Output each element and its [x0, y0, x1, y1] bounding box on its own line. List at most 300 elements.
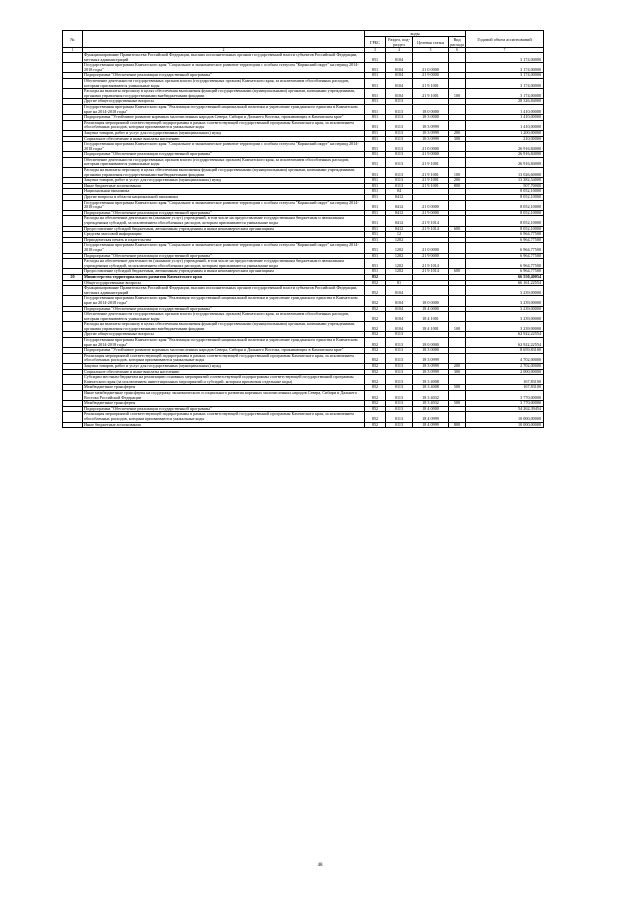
table-row — [63, 391, 544, 401]
row-number — [63, 216, 83, 226]
row-name: Средства массовой информации — [83, 232, 365, 238]
row-name: Национальная экономика — [83, 189, 365, 195]
header-razdel: Раздел, под-раздел — [386, 37, 413, 48]
row-grbs: 852 — [365, 338, 386, 348]
row-grbs: 851 — [365, 216, 386, 226]
row-amount: 3 239,00000 — [466, 286, 544, 296]
table-row — [63, 338, 544, 348]
row-amount: 3 174,00000 — [466, 53, 544, 63]
row-name: Межбюджетные трансферты — [83, 401, 365, 407]
row-name: Предоставление субсидий бюджетным, автономным учреждениям и иным некоммерческим организациям — [83, 269, 365, 275]
row-grbs: 851 — [365, 237, 386, 243]
row-target-article: 18 3 0999 — [413, 136, 449, 142]
row-expense-type: 200 — [449, 178, 466, 184]
row-amount: 8 659,83100 — [466, 348, 544, 354]
row-name: Подпрограмма "Обеспечение реализации государственной программы" — [83, 210, 365, 216]
row-amount: 3 174,00000 — [466, 63, 544, 73]
header-total: Годовой объем ассигнований — [466, 31, 544, 48]
col-number: 4 — [386, 48, 413, 53]
row-grbs: 852 — [365, 401, 386, 407]
row-razdel: 0113 — [386, 136, 413, 142]
row-expense-type: 100 — [449, 168, 466, 178]
row-number — [63, 200, 83, 210]
row-target-article: 21 9 1001 — [413, 183, 449, 189]
row-grbs: 851 — [365, 104, 386, 114]
row-amount: 10 000,00000 — [466, 422, 544, 428]
row-razdel: 0412 — [386, 210, 413, 216]
row-target-article: 18 3 4008 — [413, 375, 449, 385]
row-expense-type: 300 — [449, 136, 466, 142]
row-grbs: 851 — [365, 269, 386, 275]
row-grbs: 851 — [365, 178, 386, 184]
row-name: Реализация мероприятий соответствующей подпрограммы в рамках соответствующей государственной программы Камчатского края, за исключением обособленных расходов, которым присваиваются уникальные коды — [83, 120, 365, 130]
row-name: Государственная программа Камчатского края "Социальное и экономическое развитие территории с особым статусом "Корякский округ" на период 2014-2018 годы" — [83, 200, 365, 210]
row-target-article: 21 9 1014 — [413, 269, 449, 275]
row-razdel: 0412 — [386, 195, 413, 201]
row-amount: 26 916,84000 — [466, 157, 544, 167]
row-razdel: 0113 — [386, 120, 413, 130]
row-razdel: 0113 — [386, 364, 413, 370]
row-number — [63, 422, 83, 428]
row-target-article — [413, 53, 449, 63]
col-number: 3 — [365, 48, 386, 53]
row-grbs: 852 — [365, 286, 386, 296]
row-expense-type: 100 — [449, 89, 466, 99]
row-razdel: 0113 — [386, 178, 413, 184]
row-number — [63, 142, 83, 152]
row-target-article: 21 0 0000 — [413, 200, 449, 210]
row-grbs: 851 — [365, 63, 386, 73]
row-target-article: 21 9 1001 — [413, 168, 449, 178]
row-expense-type — [449, 259, 466, 269]
header-cs: Целевая статья — [413, 37, 449, 48]
row-amount: 1 410,00000 — [466, 115, 544, 121]
row-amount: 62 922,22554 — [466, 332, 544, 338]
row-razdel: 1202 — [386, 237, 413, 243]
row-number — [63, 296, 83, 306]
row-razdel: 1202 — [386, 253, 413, 259]
row-name: Расходы на обеспечение деятельности (оказание услуг) учреждений, в том числе на предоставление государственным бюджетным и автономным учреждениям субсидий, за исключением обособленных расходов, которым присваиваются уникальные коды — [83, 259, 365, 269]
row-amount: 210,00000 — [466, 136, 544, 142]
row-expense-type: 200 — [449, 364, 466, 370]
row-amount: 167,83100 — [466, 375, 544, 385]
row-amount: 26 916,84000 — [466, 142, 544, 152]
row-name: Субсидии местным бюджетам на реализацию основных мероприятий соответствующей подпрограммы соответствующей государственной программы Камчатского края (за исключением инвестиционных мероприятий и субсидий, которым присвоены отдельные коды) — [83, 375, 365, 385]
row-amount: 3 239,00000 — [466, 306, 544, 312]
row-expense-type — [449, 216, 466, 226]
row-amount: 6 964,77500 — [466, 243, 544, 253]
row-amount: 54 262,39454 — [466, 406, 544, 412]
row-number: 20 — [63, 274, 83, 280]
header-num: № — [63, 31, 83, 48]
row-name: Подпрограмма "Обеспечение реализации государственной программы" — [83, 306, 365, 312]
row-amount: 4 702,00000 — [466, 353, 544, 363]
row-amount: 6 964,77500 — [466, 269, 544, 275]
row-name: Другие общегосударственные вопросы — [83, 332, 365, 338]
row-razdel: 0104 — [386, 286, 413, 296]
row-grbs: 852 — [365, 391, 386, 401]
row-razdel: 0113 — [386, 338, 413, 348]
row-grbs: 851 — [365, 120, 386, 130]
row-razdel: 0104 — [386, 322, 413, 332]
row-razdel: 1202 — [386, 259, 413, 269]
row-amount: 62 922,22554 — [466, 338, 544, 348]
table-row — [63, 216, 544, 226]
row-target-article: 18 3 4032 — [413, 401, 449, 407]
row-expense-type: 800 — [449, 422, 466, 428]
row-expense-type — [449, 78, 466, 88]
row-razdel: 0104 — [386, 63, 413, 73]
row-name: Обеспечение деятельности государственных органов власти (государственных органов) Камчатского края, за исключением обособленных расходов, которым присваиваются уникальные коды — [83, 312, 365, 322]
row-target-article: 21 0 0000 — [413, 243, 449, 253]
row-name: Расходы на выплаты персоналу в целях обеспечения выполнения функций государственными (муниципальными) органами, казенными учреждениями, органами управления государственными внебюджетными фондами — [83, 322, 365, 332]
row-amount: 28 326,84000 — [466, 99, 544, 105]
row-name: Обеспечение деятельности государственных органов власти (государственных органов) Камчатского края, за исключением обособленных расходов, которым присваиваются уникальные коды — [83, 78, 365, 88]
row-amount: 3 174,00000 — [466, 73, 544, 79]
row-name: Иные бюджетные ассигнования — [83, 422, 365, 428]
row-expense-type — [449, 157, 466, 167]
row-grbs: 851 — [365, 78, 386, 88]
row-amount: 26 916,84000 — [466, 152, 544, 158]
col-number: 1 — [63, 48, 83, 53]
row-razdel: 0104 — [386, 78, 413, 88]
table-row — [63, 142, 544, 152]
table-row — [63, 120, 544, 130]
row-razdel: 0113 — [386, 183, 413, 189]
row-expense-type — [449, 353, 466, 363]
row-expense-type: 600 — [449, 269, 466, 275]
row-razdel: 1202 — [386, 243, 413, 253]
row-amount: 3 174,00000 — [466, 78, 544, 88]
row-target-article: 21 9 0000 — [413, 253, 449, 259]
row-amount: 8 052,10000 — [466, 216, 544, 226]
row-name: Подпрограмма "Обеспечение реализации государственной программы" — [83, 152, 365, 158]
table-row — [63, 200, 544, 210]
row-amount: 1 410,00000 — [466, 120, 544, 130]
row-name: Периодическая печать и издательства — [83, 237, 365, 243]
row-name: Расходы на выплаты персоналу в целях обеспечения выполнения функций государственными (муниципальными) органами, казенными учреждениями, органами управления государственными внебюджетными фондами — [83, 168, 365, 178]
row-target-article: 18 3 4032 — [413, 391, 449, 401]
row-razdel: 0113 — [386, 142, 413, 152]
row-number — [63, 78, 83, 88]
row-grbs: 851 — [365, 53, 386, 63]
row-name: Подпрограмма "Устойчивое развитие коренных малочисленных народов Севера, Сибири и Дальнего Востока, проживающих в Камчатском крае" — [83, 348, 365, 354]
row-target-article — [413, 286, 449, 296]
table-row — [63, 157, 544, 167]
row-grbs: 851 — [365, 142, 386, 152]
row-amount: 8 052,10000 — [466, 226, 544, 232]
row-expense-type — [449, 286, 466, 296]
row-name: Предоставление субсидий бюджетным, автономным учреждениям и иным некоммерческим организациям — [83, 226, 365, 232]
row-target-article: 18 0 0000 — [413, 296, 449, 306]
row-razdel: 0113 — [386, 130, 413, 136]
row-target-article: 21 9 1014 — [413, 259, 449, 269]
row-amount: 6 964,77500 — [466, 259, 544, 269]
row-number — [63, 63, 83, 73]
row-razdel: 0104 — [386, 296, 413, 306]
row-target-article: 21 9 1001 — [413, 78, 449, 88]
row-amount: 3 770,00000 — [466, 391, 544, 401]
row-amount: 3 174,00000 — [466, 89, 544, 99]
row-razdel: 0113 — [386, 385, 413, 391]
row-razdel: 01 — [386, 280, 413, 286]
row-grbs: 852 — [365, 280, 386, 286]
row-grbs: 851 — [365, 183, 386, 189]
row-amount: 8 052,10000 — [466, 195, 544, 201]
row-amount: 1 200,00000 — [466, 130, 544, 136]
table-row — [63, 422, 544, 428]
row-amount: 2 702,00000 — [466, 364, 544, 370]
table-row — [63, 53, 544, 63]
row-amount: 6 964,77500 — [466, 237, 544, 243]
table-row — [63, 259, 544, 269]
row-name: Государственная программа Камчатского края "Реализация государственной национальной политики и укрепление гражданского единства в Камчатском крае на 2014-2018 годы" — [83, 104, 365, 114]
row-name: Закупка товаров, работ и услуг для государственных (муниципальных) нужд — [83, 178, 365, 184]
row-target-article: 18 0 0000 — [413, 338, 449, 348]
row-expense-type — [449, 200, 466, 210]
row-razdel: 0113 — [386, 99, 413, 105]
row-expense-type — [449, 63, 466, 73]
row-expense-type — [449, 104, 466, 114]
col-number: 6 — [449, 48, 466, 53]
row-razdel: 12 — [386, 232, 413, 238]
row-number — [63, 157, 83, 167]
row-razdel: 0113 — [386, 104, 413, 114]
row-expense-type — [449, 375, 466, 385]
row-name: Иные бюджетные ассигнования — [83, 183, 365, 189]
row-expense-type — [449, 120, 466, 130]
row-amount: 10 000,00000 — [466, 412, 544, 422]
row-expense-type: 200 — [449, 130, 466, 136]
row-target-article: 18 3 4008 — [413, 385, 449, 391]
row-grbs: 851 — [365, 89, 386, 99]
row-grbs: 851 — [365, 200, 386, 210]
row-grbs: 851 — [365, 168, 386, 178]
row-razdel: 0113 — [386, 391, 413, 401]
row-name: Функционирование Правительства Российской Федерации, высших исполнительных органов государственной власти субъектов Российской Федерации, местных администраций — [83, 286, 365, 296]
row-amount: 8 052,10000 — [466, 210, 544, 216]
row-grbs: 851 — [365, 136, 386, 142]
table-row — [63, 63, 544, 73]
col-number: 7 — [466, 48, 544, 53]
row-name: Государственная программа Камчатского края "Реализация государственной национальной политики и укрепление гражданского единства в Камчатском крае на 2014-2018 годы" — [83, 338, 365, 348]
table-row — [63, 89, 544, 99]
row-razdel: 0113 — [386, 332, 413, 338]
row-target-article: 21 9 1014 — [413, 216, 449, 226]
col-number: 5 — [413, 48, 449, 53]
row-razdel: 0104 — [386, 306, 413, 312]
row-expense-type: 500 — [449, 385, 466, 391]
row-razdel: 0104 — [386, 312, 413, 322]
row-grbs: 852 — [365, 406, 386, 412]
row-razdel: 0113 — [386, 348, 413, 354]
row-target-article: 21 9 1001 — [413, 157, 449, 167]
row-grbs: 852 — [365, 332, 386, 338]
table-row — [63, 296, 544, 306]
row-target-article: 18 0 0000 — [413, 104, 449, 114]
row-name: Функционирование Правительства Российской Федерации, высших исполнительных органов государственной власти субъектов Российской Федерации, местных администраций — [83, 53, 365, 63]
row-grbs: 852 — [365, 312, 386, 322]
table-row — [63, 286, 544, 296]
row-grbs: 852 — [365, 412, 386, 422]
col-number: 2 — [83, 48, 365, 53]
row-expense-type — [449, 53, 466, 63]
row-name: Расходы на выплаты персоналу в целях обеспечения выполнения функций государственными (муниципальными) органами, казенными учреждениями, органами управления государственными внебюджетными фондами — [83, 89, 365, 99]
row-name: Реализация мероприятий соответствующей подпрограммы в рамках соответствующей государственной программы Камчатского края, за исключением обособленных расходов, которым присваиваются уникальные коды — [83, 353, 365, 363]
row-name: Социальное обеспечение и иные выплаты населению — [83, 136, 365, 142]
row-grbs: 851 — [365, 195, 386, 201]
row-number — [63, 53, 83, 63]
row-name: Обеспечение деятельности государственных органов власти (государственных органов) Камчатского края, за исключением обособленных расходов, которым присваиваются уникальные коды — [83, 157, 365, 167]
row-expense-type: 300 — [449, 369, 466, 375]
row-number — [63, 120, 83, 130]
row-target-article: 18 4 1001 — [413, 322, 449, 332]
row-grbs: 852 — [365, 422, 386, 428]
row-razdel: 0113 — [386, 168, 413, 178]
row-grbs: 851 — [365, 232, 386, 238]
table-row — [63, 104, 544, 114]
row-name: Межбюджетные трансферты — [83, 385, 365, 391]
row-amount: 167,83100 — [466, 385, 544, 391]
row-amount: 1 410,00000 — [466, 104, 544, 114]
header-grbs: ГРБС — [365, 37, 386, 48]
row-grbs: 851 — [365, 243, 386, 253]
row-target-article: 18 3 0999 — [413, 120, 449, 130]
row-amount: 507,70000 — [466, 183, 544, 189]
row-number — [63, 243, 83, 253]
row-grbs: 851 — [365, 253, 386, 259]
row-razdel: 0113 — [386, 353, 413, 363]
row-number — [63, 391, 83, 401]
row-target-article: 18 3 0999 — [413, 130, 449, 136]
row-amount: 3 770,00000 — [466, 401, 544, 407]
row-grbs: 851 — [365, 226, 386, 232]
row-target-article: 21 9 0000 — [413, 152, 449, 158]
table-row — [63, 168, 544, 178]
row-grbs: 852 — [365, 348, 386, 354]
row-number — [63, 338, 83, 348]
row-razdel: 0113 — [386, 412, 413, 422]
row-expense-type — [449, 338, 466, 348]
table-row — [63, 78, 544, 88]
row-name: Социальное обеспечение и иные выплаты населению — [83, 369, 365, 375]
row-razdel: 04 — [386, 189, 413, 195]
row-grbs: 851 — [365, 189, 386, 195]
header-vr: Вид расхода — [450, 37, 464, 47]
row-expense-type — [449, 391, 466, 401]
row-target-article: 21 0 0000 — [413, 142, 449, 152]
row-target-article: 18 3 0999 — [413, 364, 449, 370]
row-grbs: 851 — [365, 157, 386, 167]
row-grbs: 852 — [365, 375, 386, 385]
row-grbs: 852 — [365, 322, 386, 332]
row-razdel: 0113 — [386, 152, 413, 158]
row-razdel: 0104 — [386, 89, 413, 99]
row-number — [63, 168, 83, 178]
row-grbs: 851 — [365, 99, 386, 105]
row-name: Подпрограмма "Обеспечение реализации государственной программы" — [83, 73, 365, 79]
row-target-article: 18 4 0000 — [413, 306, 449, 312]
row-number — [63, 286, 83, 296]
row-number — [63, 104, 83, 114]
table-row — [63, 243, 544, 253]
budget-table — [62, 30, 544, 428]
row-amount: 6 964,77500 — [466, 253, 544, 259]
row-name: Другие общегосударственные вопросы — [83, 99, 365, 105]
row-grbs: 851 — [365, 210, 386, 216]
row-razdel: 0113 — [386, 375, 413, 385]
row-amount: 2 000,00000 — [466, 369, 544, 375]
table-row — [63, 322, 544, 332]
row-razdel: 0104 — [386, 73, 413, 79]
row-amount: 8 052,10000 — [466, 189, 544, 195]
row-target-article: 18 4 0999 — [413, 422, 449, 428]
row-expense-type: 800 — [449, 183, 466, 189]
row-amount: 3 239,00000 — [466, 312, 544, 322]
row-expense-type — [449, 312, 466, 322]
row-name: Государственная программа Камчатского края "Реализация государственной национальной политики и укрепление гражданского единства в Камчатском крае на 2014-2018 годы" — [83, 296, 365, 306]
table-row — [63, 375, 544, 385]
row-target-article: 18 3 0999 — [413, 353, 449, 363]
table-body — [63, 53, 544, 428]
row-target-article: 21 9 1014 — [413, 226, 449, 232]
row-grbs: 852 — [365, 385, 386, 391]
row-name: Расходы на обеспечение деятельности (оказание услуг) учреждений, в том числе на предоставление государственным бюджетным и автономным учреждениям субсидий, за исключением обособленных расходов, которым присваиваются уникальные коды — [83, 216, 365, 226]
row-expense-type: 100 — [449, 322, 466, 332]
row-name: Государственная программа Камчатского края "Социальное и экономическое развитие территории с особым статусом "Корякский округ" на период 2014-2018 годы" — [83, 243, 365, 253]
row-expense-type — [449, 243, 466, 253]
row-razdel: 0412 — [386, 216, 413, 226]
row-razdel: 0412 — [386, 200, 413, 210]
row-name: Подпрограмма "Обеспечение реализации государственной программы" — [83, 406, 365, 412]
row-razdel: 0113 — [386, 401, 413, 407]
row-name: Другие вопросы в области национальной экономики — [83, 195, 365, 201]
row-razdel: 0113 — [386, 422, 413, 428]
table-row — [63, 353, 544, 363]
row-grbs: 851 — [365, 130, 386, 136]
row-name: Подпрограмма "Обеспечение реализации государственной программы" — [83, 253, 365, 259]
row-grbs: 852 — [365, 364, 386, 370]
row-grbs: 852 — [365, 306, 386, 312]
row-razdel: 1202 — [386, 269, 413, 275]
row-name: Общегосударственные вопросы — [83, 280, 365, 286]
row-amount: 66 550,40054 — [466, 274, 544, 280]
row-target-article: 21 9 1001 — [413, 89, 449, 99]
row-target-article: 18 4 1001 — [413, 312, 449, 322]
row-grbs: 852 — [365, 296, 386, 306]
row-razdel: 0113 — [386, 406, 413, 412]
table-row — [63, 412, 544, 422]
budget-table-sheet — [62, 30, 543, 428]
row-razdel: 0104 — [386, 53, 413, 63]
row-target-article: 18 4 0999 — [413, 412, 449, 422]
row-grbs: 851 — [365, 259, 386, 269]
row-amount: 13 026,60000 — [466, 168, 544, 178]
row-target-article: 18 4 0000 — [413, 406, 449, 412]
row-grbs: 851 — [365, 115, 386, 121]
row-name: Государственная программа Камчатского края "Социальное и экономическое развитие территории с особым статусом "Корякский округ" на период 2014-2018 годы" — [83, 142, 365, 152]
row-amount: 66 161,22554 — [466, 280, 544, 286]
row-name: Иные межбюджетные трансферты на поддержку экономического и социального развития коренных малочисленных народов Севера, Сибири и Дальнего Востока Российской Федерации — [83, 391, 365, 401]
row-target-article: 21 0 0000 — [413, 63, 449, 73]
page-number: 48 — [317, 863, 323, 868]
row-target-article: 21 9 0000 — [413, 73, 449, 79]
row-target-article: 21 9 0000 — [413, 210, 449, 216]
row-razdel: 0113 — [386, 157, 413, 167]
row-razdel: 0412 — [386, 226, 413, 232]
header-name — [83, 31, 365, 48]
row-grbs: 852 — [365, 353, 386, 363]
